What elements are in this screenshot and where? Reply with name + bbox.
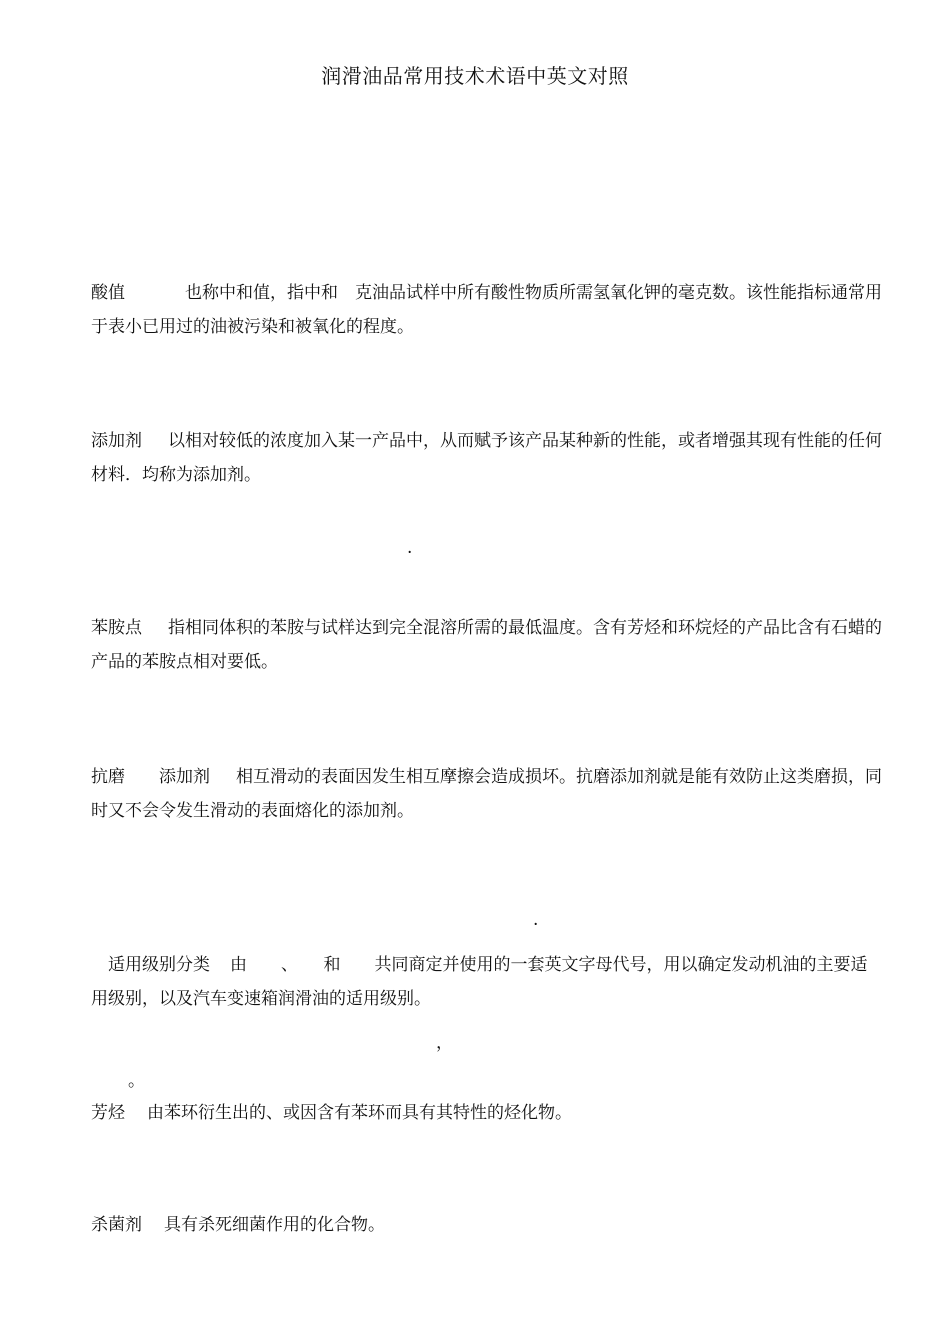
stray-dot: ·: [407, 543, 413, 563]
entry-definition: 以相对较低的浓度加入某一产品中，从而赋予该产品某种新的性能，或者增强其现有性能的任何材料．均称为添加剂。: [91, 431, 882, 485]
entry-term: 苯胺点: [91, 618, 142, 638]
entry-term: 酸值: [91, 283, 125, 303]
entry-term: 抗磨 添加剂: [91, 767, 210, 787]
entry-service-classification: [91, 948, 883, 1016]
entry-aniline-point: [91, 611, 883, 679]
entry-term: 杀菌剂: [91, 1215, 142, 1235]
entry-definition: 也称中和值，指中和 克油品试样中所有酸性物质所需氢氧化钾的毫克数。该性能指标通常用于表小已用过的油被污染和被氧化的程度。: [91, 283, 882, 337]
entry-term: 芳烃: [91, 1103, 125, 1123]
entry-aromatics: [91, 1096, 883, 1130]
entry-definition: 具有杀死细菌作用的化合物。: [164, 1215, 385, 1235]
stray-period: 。: [128, 1071, 145, 1091]
entry-antiwear-additive: [91, 760, 883, 828]
entry-additive: [91, 424, 883, 492]
entry-bactericide: [91, 1208, 883, 1242]
document-title: 润滑油品常用技术术语中英文对照: [321, 64, 629, 88]
entry-definition: 由苯环衍生出的、或因含有苯环而具有其特性的烃化物。: [147, 1103, 572, 1123]
entry-term: 添加剂: [91, 431, 142, 451]
stray-dot: ·: [533, 915, 539, 935]
entry-definition: 指相同体积的苯胺与试样达到完全混溶所需的最低温度。含有芳烃和环烷烃的产品比含有石蜡的产品的苯胺点相对要低。: [91, 618, 882, 672]
entry-term: 适用级别分类: [91, 955, 210, 975]
entry-acid-value: [91, 276, 883, 344]
entry-definition: 相互滑动的表面因发生相互摩擦会造成损坏。抗磨添加剂就是能有效防止这类磨损，同时又不会令发生滑动的表面熔化的添加剂。: [91, 767, 882, 821]
entry-definition: 由 、 和 共同商定并使用的一套英文字母代号，用以确定发动机油的主要适用级别，以及汽车变速箱润滑油的适用级别。: [91, 955, 868, 1009]
stray-comma: ，: [436, 1033, 453, 1053]
